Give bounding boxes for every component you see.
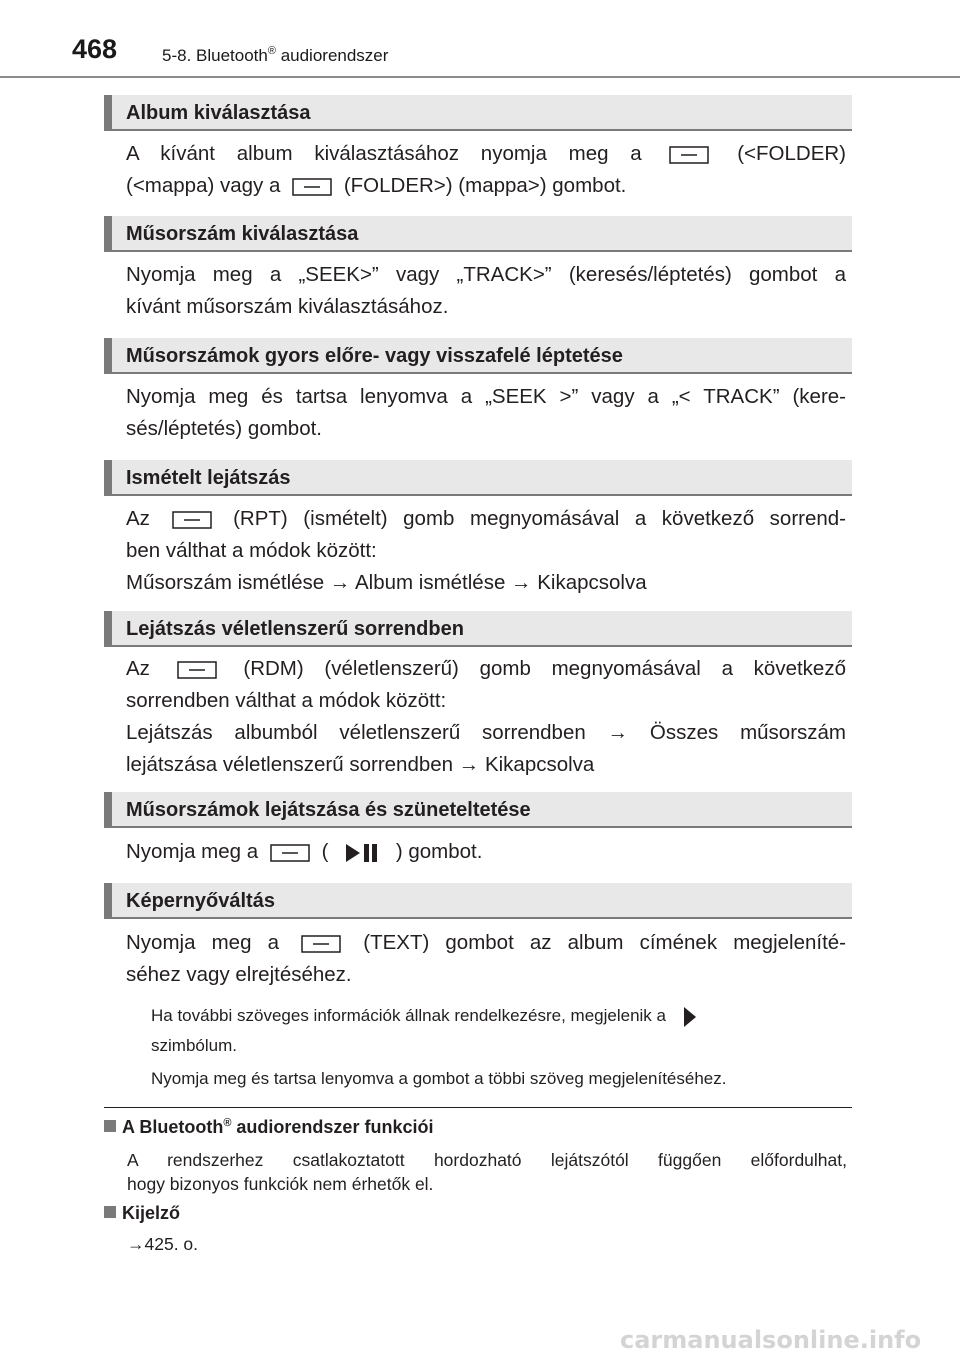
section-title: Lejátszás véletlenszerű sorrendben (126, 618, 464, 640)
radio-button-icon (172, 511, 212, 529)
section-heading-screen (104, 883, 852, 919)
radio-button-icon (669, 146, 709, 164)
display-reference: →425. o. (127, 1234, 199, 1254)
more-text-arrow-icon (681, 1005, 699, 1029)
section-title: Műsorszámok lejátszása és szüneteltetése (126, 799, 531, 821)
section-heading-track (104, 216, 852, 252)
page-header (0, 0, 960, 80)
chapter-title: 5-8. Bluetooth® audiorendszer (162, 45, 389, 65)
play-pause-icon (340, 841, 384, 865)
radio-button-icon (270, 844, 310, 862)
square-bullet-icon (104, 1120, 116, 1132)
section-title: Album kiválasztása (126, 102, 311, 124)
track-paragraph: Nyomja meg a „SEEK>” vagy „TRACK>” (keresés/léptetés) gombot a kívánt műsorszám kiválasztásához. (126, 263, 846, 318)
random-paragraph: Az (RDM) (véletlenszerű) gomb megnyomásával a következő sorrendben válthat a módok között: Lejátszás albumból véletlenszerű sorrendben → Összes műsorszám lejátszása véletlenszerű sorrendben → Kikapcsolva (126, 657, 846, 776)
section-title: Műsorszámok gyors előre- vagy visszafelé léptetése (126, 345, 623, 367)
watermark: carmanualsonline.info (620, 1326, 922, 1354)
screen-paragraph: Nyomja meg a (TEXT) gombot az album címének megjeleníté- séhez vagy elrejtéséhez. (126, 931, 847, 986)
functions-paragraph: A rendszerhez csatlakoztatott hordozható lejátszótól függően előfordulhat, hogy bizonyos funkciók nem érhetők el. (127, 1150, 847, 1194)
album-paragraph: A kívánt album kiválasztásához nyomja meg a (<FOLDER) (<mappa) vagy a (FOLDER>) (mappa>) gombot. (126, 142, 846, 197)
pause-paragraph: Nyomja meg a ( ) gombot. (126, 840, 483, 863)
footer-divider (104, 1107, 852, 1108)
section-heading-album (104, 95, 852, 131)
radio-button-icon (177, 661, 217, 679)
section-heading-pause (104, 792, 852, 828)
section-heading-repeat (104, 460, 852, 496)
radio-button-icon (292, 178, 332, 196)
repeat-paragraph: Az (RPT) (ismételt) gomb megnyomásával a következő sorrend- ben válthat a módok között: Műsorszám ismétlése → Album ismétlése → Kikapcsolva (126, 507, 846, 594)
section-heading-fast (104, 338, 852, 374)
screen-note: Ha további szöveges információk állnak rendelkezésre, megjelenik a szimbólum. Nyomja meg és tartsa lenyomva a gombot a többi szöveg megjelenítéséhez. (151, 1006, 727, 1088)
header-divider (0, 76, 960, 78)
section-title: Ismételt lejátszás (126, 467, 291, 489)
page-number: 468 (72, 34, 118, 64)
radio-button-icon (301, 935, 341, 953)
functions-heading: A Bluetooth® audiorendszer funkciói (104, 1117, 433, 1138)
display-heading: Kijelző (104, 1203, 180, 1224)
fast-paragraph: Nyomja meg és tartsa lenyomva a „SEEK >” vagy a „< TRACK” (kere- sés/léptetés) gombot. (126, 385, 846, 440)
square-bullet-icon (104, 1206, 116, 1218)
section-title: Műsorszám kiválasztása (126, 223, 359, 245)
section-heading-random (104, 611, 852, 647)
section-title: Képernyőváltás (126, 890, 275, 912)
